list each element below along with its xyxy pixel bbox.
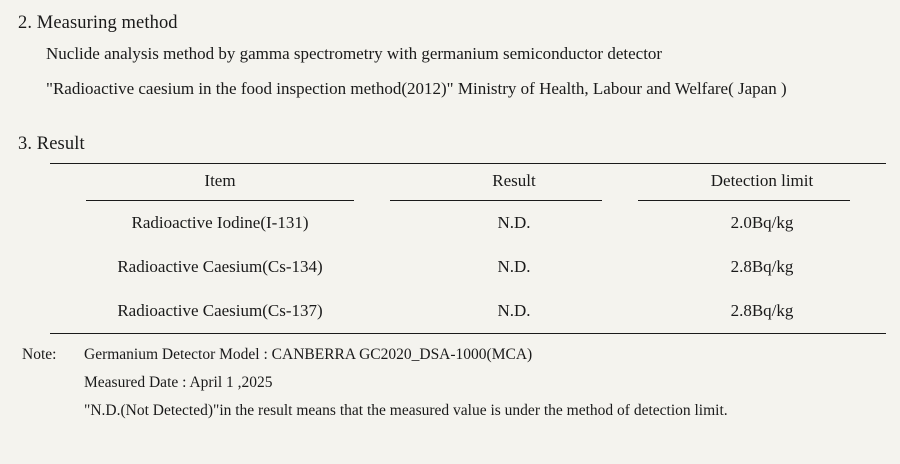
note-row bbox=[22, 374, 886, 391]
cell-item: Radioactive Caesium(Cs-134) bbox=[117, 257, 323, 277]
measuring-method-line-2: "Radioactive caesium in the food inspection method(2012)" Ministry of Health, Labour and Welfare( Japan ) bbox=[46, 78, 787, 98]
section-measuring-method bbox=[14, 12, 886, 99]
cell-result: N.D. bbox=[497, 213, 531, 233]
note-row bbox=[22, 346, 886, 363]
cell-result: N.D. bbox=[497, 257, 531, 277]
measuring-method-line-1: Nuclide analysis method by gamma spectrometry with germanium semiconductor detector bbox=[46, 44, 663, 64]
section-result bbox=[14, 133, 886, 334]
result-table bbox=[50, 164, 886, 200]
note-row bbox=[22, 402, 886, 419]
rule-under-result bbox=[390, 200, 602, 201]
column-header-detection-limit: Detection limit bbox=[710, 171, 814, 191]
note-text: Germanium Detector Model : CANBERRA GC2020_DSA-1000(MCA) bbox=[84, 346, 533, 364]
cell-detection-limit: 2.8Bq/kg bbox=[730, 301, 794, 321]
column-header-item: Item bbox=[204, 171, 236, 191]
rule-under-item bbox=[86, 200, 354, 201]
result-table-body bbox=[50, 201, 886, 333]
section-measuring-method-heading: 2. Measuring method bbox=[18, 13, 178, 33]
notes-block bbox=[22, 346, 886, 419]
cell-detection-limit: 2.0Bq/kg bbox=[730, 213, 794, 233]
result-table-wrapper bbox=[50, 163, 886, 334]
table-header-row bbox=[50, 164, 886, 200]
rule-under-detection-limit bbox=[638, 200, 850, 201]
note-text: Measured Date : April 1 ,2025 bbox=[84, 374, 273, 392]
note-text: "N.D.(Not Detected)"in the result means that the measured value is under the method of detection limit. bbox=[84, 402, 728, 420]
cell-item: Radioactive Caesium(Cs-137) bbox=[117, 301, 323, 321]
table-row bbox=[50, 201, 886, 245]
table-row bbox=[50, 245, 886, 289]
table-row bbox=[50, 289, 886, 333]
table-header-rules bbox=[50, 200, 886, 201]
section-result-heading: 3. Result bbox=[18, 133, 85, 154]
result-table-head bbox=[50, 164, 886, 200]
result-table-body-wrap bbox=[50, 201, 886, 333]
table-bottom-rule bbox=[50, 333, 886, 334]
cell-detection-limit: 2.8Bq/kg bbox=[730, 257, 794, 277]
cell-result: N.D. bbox=[497, 301, 531, 321]
column-header-result: Result bbox=[492, 171, 536, 191]
note-label: Note: bbox=[22, 346, 57, 364]
cell-item: Radioactive Iodine(I-131) bbox=[131, 213, 309, 233]
